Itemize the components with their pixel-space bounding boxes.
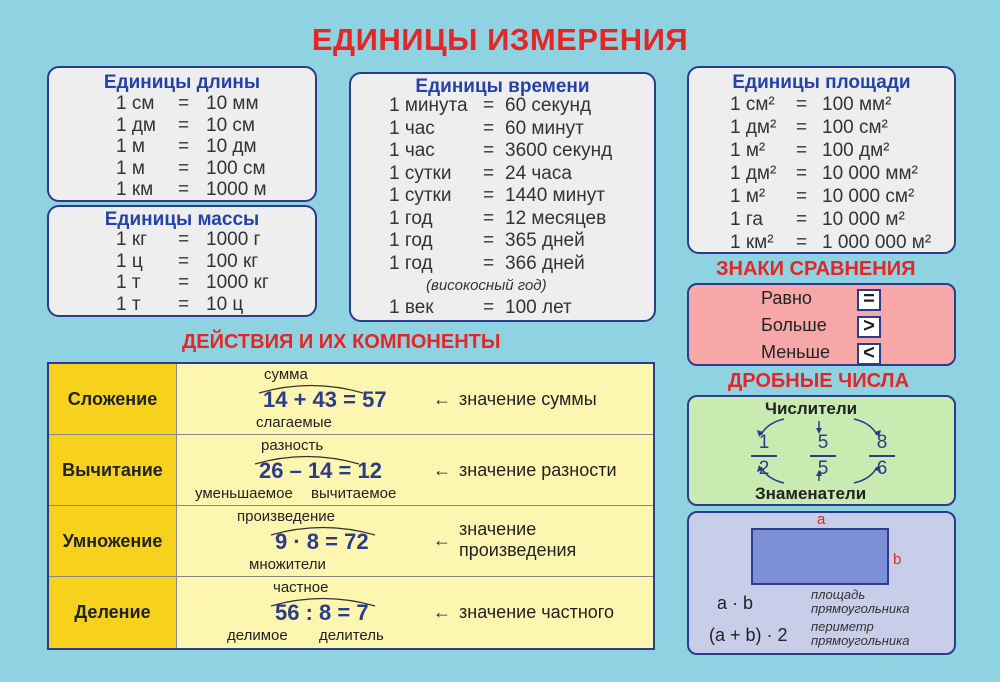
time-units-title: Единицы времени (415, 76, 590, 97)
area-row-right: 10 000 см² (822, 186, 915, 207)
time-row-right: 365 дней (505, 230, 585, 251)
operation-bottom-right-label: делитель (319, 627, 384, 644)
area-row-left: 1 га (730, 209, 763, 230)
denominators-label: Знаменатели (755, 484, 867, 503)
operation-result-label: значение произведения (459, 519, 577, 560)
perimeter-formula: (a + b) · 2 (709, 625, 788, 645)
length-row-equals: = (178, 157, 190, 179)
time-row-equals: = (483, 230, 495, 251)
mass-row-left: 1 ц (116, 250, 143, 272)
mass-row-equals: = (178, 293, 190, 315)
length-row-right: 1000 м (206, 179, 267, 200)
operation-top-label: произведение (237, 508, 335, 525)
comparison-sign: > (857, 316, 881, 338)
time-row-left: 1 час (389, 117, 435, 139)
area-row-left: 1 см² (730, 94, 775, 115)
time-row-left: 1 год (389, 230, 433, 251)
area-row-right: 100 дм² (822, 140, 890, 161)
comparison-label: Больше (761, 315, 827, 335)
comparison-sign: = (857, 289, 881, 311)
length-row-equals: = (178, 136, 190, 157)
area-row-right: 100 см² (822, 117, 888, 138)
length-row-right: 10 дм (206, 136, 257, 157)
time-row-right: 12 месяцев (505, 207, 607, 229)
area-row-left: 1 км² (730, 232, 774, 253)
time-row-equals: = (483, 185, 495, 206)
operation-name: Сложение (49, 364, 177, 434)
operation-row (49, 364, 653, 435)
area-row-left: 1 м² (730, 140, 766, 161)
area-row-left: 1 дм² (730, 117, 777, 138)
operation-top-label: сумма (264, 366, 308, 383)
mass-row-right: 100 кг (206, 250, 259, 272)
operation-bottom-right-label: вычитаемое (311, 485, 397, 502)
time-row-right: 60 минут (505, 117, 584, 139)
time-row-left: 1 сутки (389, 162, 452, 184)
fraction-bar (810, 455, 836, 457)
rectangle-box (687, 511, 956, 655)
time-row-left: 1 час (389, 140, 435, 161)
operation-result-label: значение суммы (459, 389, 597, 409)
operation-row (49, 435, 653, 506)
time-row-left: 1 год (389, 252, 433, 274)
area-label-1: площадь (811, 587, 866, 602)
fraction-denominator: 2 (758, 458, 770, 479)
operations-table (47, 362, 655, 650)
comparison-label: Меньше (761, 342, 830, 362)
arrow-left-icon: ← (433, 530, 451, 550)
length-row-left: 1 см (116, 93, 155, 114)
operation-name: Деление (49, 577, 177, 648)
rectangle-shape (751, 528, 889, 585)
fraction-numerator: 5 (817, 432, 829, 453)
fraction-denominator: 6 (876, 458, 888, 479)
area-row-equals: = (796, 232, 808, 253)
area-formula: a · b (717, 593, 754, 613)
area-row-right: 1 000 000 м² (822, 232, 932, 253)
side-b-label: b (893, 551, 902, 568)
mass-row-equals: = (178, 250, 190, 272)
time-row-equals: = (483, 117, 495, 139)
arrow-left-icon: ← (433, 389, 451, 409)
fraction-bar (869, 455, 895, 457)
length-row-equals: = (178, 179, 190, 200)
operation-top-label: разность (261, 437, 324, 454)
area-label-2: прямоугольника (811, 601, 910, 616)
time-row-right: 1440 минут (505, 185, 605, 206)
length-row-right: 10 см (206, 114, 255, 136)
length-row-left: 1 км (116, 179, 154, 200)
area-units-title: Единицы площади (732, 72, 911, 93)
mass-row-equals: = (178, 229, 190, 250)
area-row-left: 1 дм² (730, 163, 777, 184)
area-row-right: 100 мм² (822, 94, 892, 115)
mass-row-right: 1000 кг (206, 272, 269, 293)
length-row-equals: = (178, 114, 190, 136)
operation-bottom-left-label: делимое (227, 627, 288, 644)
operation-result-label: значение разности (459, 460, 617, 480)
operation-bottom-left-label: множители (249, 556, 326, 573)
mass-row-equals: = (178, 272, 190, 293)
length-row-left: 1 дм (116, 114, 156, 136)
fraction (869, 432, 895, 480)
length-row-left: 1 м (116, 136, 145, 157)
fraction (810, 432, 836, 480)
mass-row-left: 1 кг (116, 229, 148, 250)
operation-name: Умножение (49, 506, 177, 576)
operation-bottom-left-label: уменьшаемое (195, 485, 293, 502)
length-row-left: 1 м (116, 157, 145, 179)
area-row-equals: = (796, 94, 808, 115)
area-row-equals: = (796, 163, 808, 184)
fraction-numerator: 8 (876, 432, 888, 453)
operation-top-label: частное (273, 579, 329, 596)
fraction-denominator: 5 (817, 458, 829, 479)
time-row-right: 60 секунд (505, 95, 592, 116)
operation-row (49, 506, 653, 577)
length-row-right: 10 мм (206, 93, 259, 114)
area-row-equals: = (796, 209, 808, 230)
operation-result-label: значение частного (459, 602, 614, 622)
operations-title: ДЕЙСТВИЯ И ИХ КОМПОНЕНТЫ (182, 331, 501, 353)
time-row-left: 1 минута (389, 95, 468, 116)
arrow-left-icon: ← (433, 602, 451, 622)
time-row-equals: = (483, 252, 495, 274)
time-row-right: 3600 секунд (505, 140, 613, 161)
mass-row-right: 1000 г (206, 229, 261, 250)
time-row-equals: = (483, 140, 495, 161)
comparison-label: Равно (761, 288, 812, 308)
area-row-equals: = (796, 140, 808, 161)
time-row-left: 1 век (389, 297, 434, 318)
area-row-right: 10 000 мм² (822, 163, 918, 184)
side-a-label: a (817, 511, 826, 528)
operation-name: Вычитание (49, 435, 177, 505)
perimeter-label-1: периметр (811, 619, 874, 634)
perimeter-label-2: прямоугольника (811, 633, 910, 648)
comparison-title: ЗНАКИ СРАВНЕНИЯ (716, 258, 916, 280)
area-row-right: 10 000 м² (822, 209, 905, 230)
numerators-label: Числители (765, 399, 858, 418)
fractions-box (687, 395, 956, 506)
time-row-equals: = (483, 162, 495, 184)
area-row-equals: = (796, 186, 808, 207)
fraction-bar (751, 455, 777, 457)
length-row-right: 100 см (206, 157, 266, 179)
time-row-right: 366 дней (505, 252, 585, 274)
fraction (751, 432, 777, 480)
length-row-equals: = (178, 93, 190, 114)
time-row-equals: = (483, 207, 495, 229)
mass-row-left: 1 т (116, 293, 141, 315)
operation-expression: 14 + 43 = 57 (263, 387, 387, 412)
mass-row-right: 10 ц (206, 293, 244, 315)
mass-row-left: 1 т (116, 272, 141, 293)
time-leap-year-note: (високосный год) (426, 277, 547, 294)
time-row-equals: = (483, 297, 495, 318)
operation-bottom-left-label: слагаемые (256, 414, 332, 431)
operation-expression: 26 – 14 = 12 (259, 458, 382, 483)
area-row-left: 1 м² (730, 186, 766, 207)
fractions-title: ДРОБНЫЕ ЧИСЛА (728, 370, 910, 392)
operation-expression: 56 : 8 = 7 (275, 600, 369, 625)
arrow-left-icon: ← (433, 460, 451, 480)
page-title: ЕДИНИЦЫ ИЗМЕРЕНИЯ (311, 22, 689, 57)
operation-expression: 9 · 8 = 72 (275, 529, 369, 554)
length-units-title: Единицы длины (103, 72, 261, 93)
time-row-equals: = (483, 95, 495, 116)
time-row-right: 24 часа (505, 162, 572, 184)
fraction-numerator: 1 (758, 432, 770, 453)
time-row-left: 1 сутки (389, 185, 452, 206)
time-row-right: 100 лет (505, 297, 572, 318)
comparison-sign: < (857, 343, 881, 365)
operation-row (49, 577, 653, 648)
mass-units-title: Единицы массы (104, 209, 260, 230)
time-row-left: 1 год (389, 207, 433, 229)
comparison-box (687, 283, 956, 366)
area-row-equals: = (796, 117, 808, 138)
